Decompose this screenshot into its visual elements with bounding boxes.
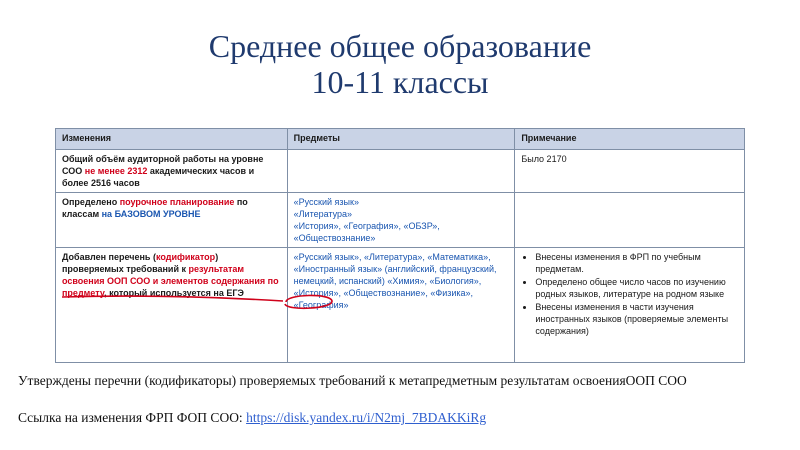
subject-item: «Литература» [293, 209, 353, 219]
row2-subjects-cell [287, 193, 515, 248]
table-row [56, 150, 745, 193]
row3-highlight-2: результатам освоения ООП СОО и элементов содержания по предмету [62, 264, 279, 298]
row1-change-text-2: академических часов и более 2516 часов [62, 166, 255, 188]
title-line-1: Среднее общее образование [208, 28, 592, 64]
row1-change-cell [56, 150, 288, 193]
row3-highlight: кодификатор [155, 252, 216, 262]
row2-change-text-2: по классам [62, 197, 248, 219]
table-row [56, 193, 745, 248]
list-item: • Внесены изменения в части изучения иностранных языков (проверяемые элементы содержания) [535, 301, 738, 337]
yandex-disk-link[interactable]: https://disk.yandex.ru/i/N2mj_7BDAKKiRg [246, 410, 487, 425]
table-row [56, 248, 745, 363]
header-changes: Изменения [56, 129, 288, 150]
row2-highlight-2: на БАЗОВОМ УРОВНЕ [101, 209, 201, 219]
row3-change-text-3: , который используется на ЕГЭ [104, 288, 244, 298]
row2-change-text: Определено [62, 197, 120, 207]
footer-link-prefix: Ссылка на изменения ФРП ФОП СОО: [18, 410, 247, 425]
table-header-row [56, 129, 745, 150]
changes-table [55, 128, 745, 363]
row3-change-cell [56, 248, 288, 363]
row3-subjects-cell [287, 248, 515, 363]
list-item: • Определено общее число часов по изучению родных языков, литературе на родном языке [535, 276, 738, 300]
circled-subject: «Химия» [387, 276, 425, 286]
row1-note-cell: Было 2170 [515, 150, 745, 193]
row3-change-text-2: ) проверяемых требований к [62, 252, 219, 274]
row3-change-text: Добавлен перечень ( [62, 252, 156, 262]
subject-item: «История», «География», «ОБЗР», [293, 221, 440, 231]
row1-highlight: не менее 2312 [84, 166, 148, 176]
subject-item: «Русский язык» [293, 197, 359, 207]
row1-change-text: Общий объём аудиторной работы на уровне СОО [62, 154, 264, 176]
notes-list [521, 251, 738, 337]
footer-note: Утверждены перечни (кодификаторы) проверяемых требований к метапредметным результатам освоенияООП СОО [18, 373, 687, 388]
row1-subjects-cell [287, 150, 515, 193]
row2-change-cell [56, 193, 288, 248]
row2-highlight: поурочное планирование [119, 197, 235, 207]
row3-subjects-text: «Русский язык», «Литература», «Математика», «Иностранный язык» (английский, французский, немецкий, испанский) [293, 252, 497, 286]
list-item: • Внесены изменения в ФРП по учебным предметам. [535, 251, 738, 275]
row3-note-cell [515, 248, 745, 363]
slide-title [0, 28, 800, 100]
footer-link-line [18, 410, 486, 426]
header-note: Примечание [515, 129, 745, 150]
row3-subjects-text-2: , «Биология», «История», «Обществознание», «Физика», «География» [293, 276, 482, 310]
subject-item: «Обществознание» [293, 233, 376, 243]
row2-note-cell [515, 193, 745, 248]
title-line-2: 10-11 классы [311, 64, 489, 100]
header-subjects: Предметы [287, 129, 515, 150]
